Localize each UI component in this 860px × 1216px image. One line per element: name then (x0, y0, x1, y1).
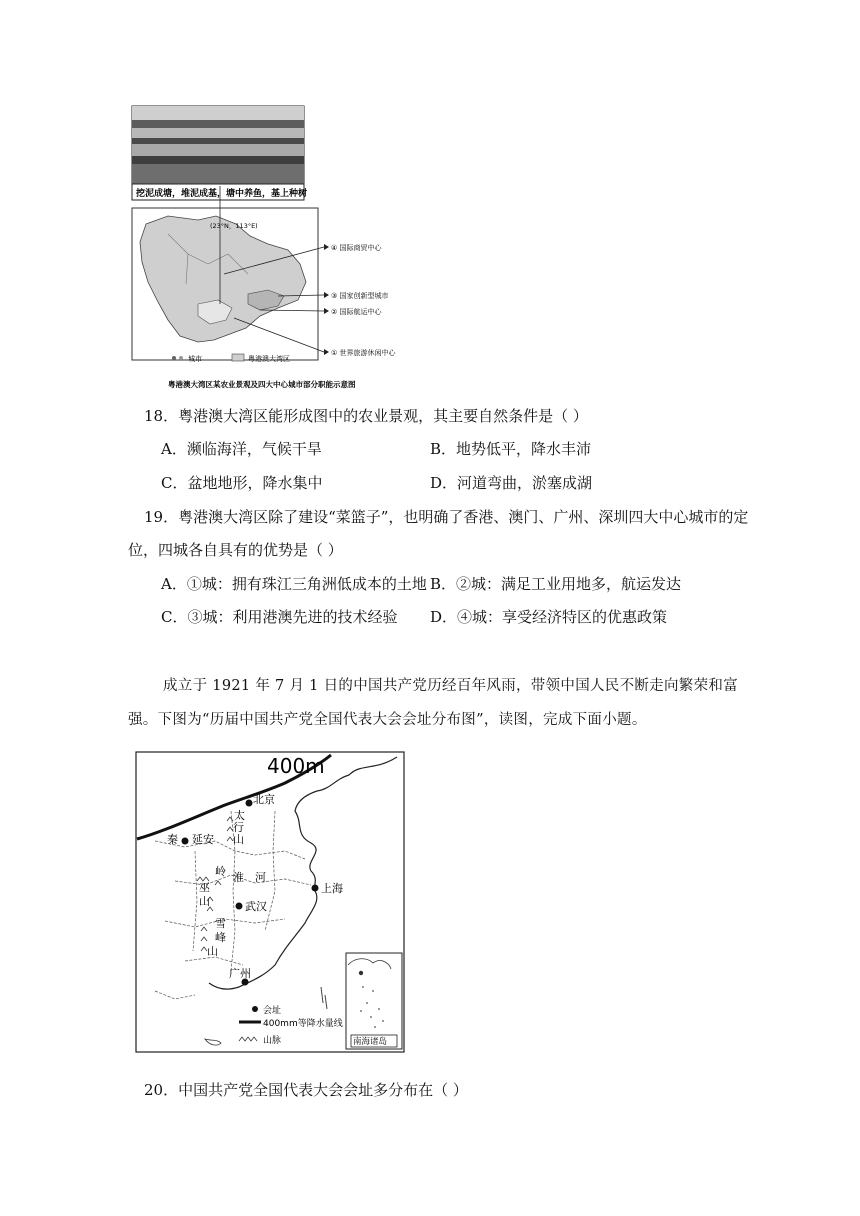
farm-photo (132, 106, 304, 200)
qin-label: 秦 (167, 833, 178, 846)
xue-label: 雪 (215, 917, 226, 930)
city-label-guangzhou: 广州 (229, 967, 251, 980)
feng-label: 峰 (215, 931, 226, 944)
figure1-title: 粤港澳大湾区某农业景观及四大中心城市部分职能示意图 (168, 380, 356, 389)
figure-greater-bay-area (128, 104, 428, 394)
legend-area-label: 粤港澳大湾区 (248, 355, 290, 363)
taihang-mountain-label-3: 山 (233, 833, 244, 846)
label-tourism-center: ① 世界旅游休闲中心 (331, 349, 396, 357)
city-label-yanan: 延安 (192, 833, 214, 846)
q18-stem: 18．粤港澳大湾区能形成图中的农业景观，其主要自然条件是（ ） (144, 407, 588, 425)
q18-option-b[interactable]: B．地势低平，降水丰沛 (430, 440, 592, 458)
q18-option-a[interactable]: A．濒临海洋，气候干旱 (161, 440, 322, 458)
q19-option-b[interactable]: B．②城：满足工业用地多，航运发达 (430, 575, 682, 593)
wu-label: 巫 (199, 881, 210, 894)
legend-site-dot (252, 1006, 258, 1012)
isoline-label: 400m (267, 754, 325, 778)
coord-label: (23°N，113°E) (210, 222, 258, 230)
q19-option-a[interactable]: A．①城：拥有珠江三角洲低成本的土地 (161, 575, 427, 593)
taihang-mountain-label-2: 行 (233, 821, 244, 834)
xuefeng-shan-label: 山 (207, 945, 218, 958)
city-label-shanghai: 上海 (321, 882, 343, 895)
label-innovation-city: ③ 国家创新型城市 (331, 292, 389, 300)
q18-option-d[interactable]: D．河道弯曲，淤塞成湖 (430, 474, 593, 492)
legend-isoline-label: 400mm等降水量线 (263, 1019, 343, 1029)
q19-stem-line1: 19．粤港澳大湾区除了建设“菜篮子”，也明确了香港、澳门、广州、深圳四大中心城市的定 (144, 508, 749, 526)
q20-stem: 20．中国共产党全国代表大会会址多分布在（ ） (144, 1081, 468, 1099)
ling-label: 岭 (215, 865, 226, 878)
city-label-wuhan: 武汉 (245, 900, 267, 913)
passage-line1: 成立于 1921 年 7 月 1 日的中国共产党历经百年风雨，带领中国人民不断走向繁荣和富 (163, 678, 739, 694)
legend-city-label: 城市 (188, 355, 202, 363)
q18-option-c[interactable]: C．盆地地形，降水集中 (161, 474, 323, 492)
city-label-beijing: 北京 (253, 793, 275, 806)
taihang-mountain-label-1: 太 (234, 809, 245, 822)
legend-city-dot (172, 356, 176, 360)
label-shipping-center: ② 国际航运中心 (331, 308, 382, 316)
figure-cpc-congress-map (135, 751, 407, 1055)
congress-map-svg (135, 751, 407, 1055)
q19-option-d[interactable]: D．④城：享受经济特区的优惠政策 (430, 608, 668, 626)
label-commerce-center: ④ 国际商贸中心 (331, 244, 382, 252)
huai-label: 淮 (233, 871, 244, 884)
bay-area-figure-svg (128, 104, 428, 394)
q19-stem-line2: 位，四城各自具有的优势是（ ） (128, 541, 343, 559)
passage-line2: 强。下图为“历届中国共产党全国代表大会会址分布图”，读图，完成下面小题。 (128, 712, 647, 728)
he-label: 河 (255, 871, 266, 884)
photo-caption: 挖泥成塘，堆泥成基，塘中养鱼，基上种树 (136, 189, 308, 199)
legend-site-label: 会址 (263, 1006, 282, 1016)
legend-mountain-label: 山脉 (263, 1036, 282, 1046)
q19-option-c[interactable]: C．③城：利用港澳先进的技术经验 (161, 608, 398, 626)
inset-label: 南海诸岛 (353, 1037, 388, 1047)
south-china-sea-inset (346, 953, 402, 1049)
legend-area-swatch (232, 354, 244, 361)
wu-shan-label: 山 (199, 895, 210, 908)
